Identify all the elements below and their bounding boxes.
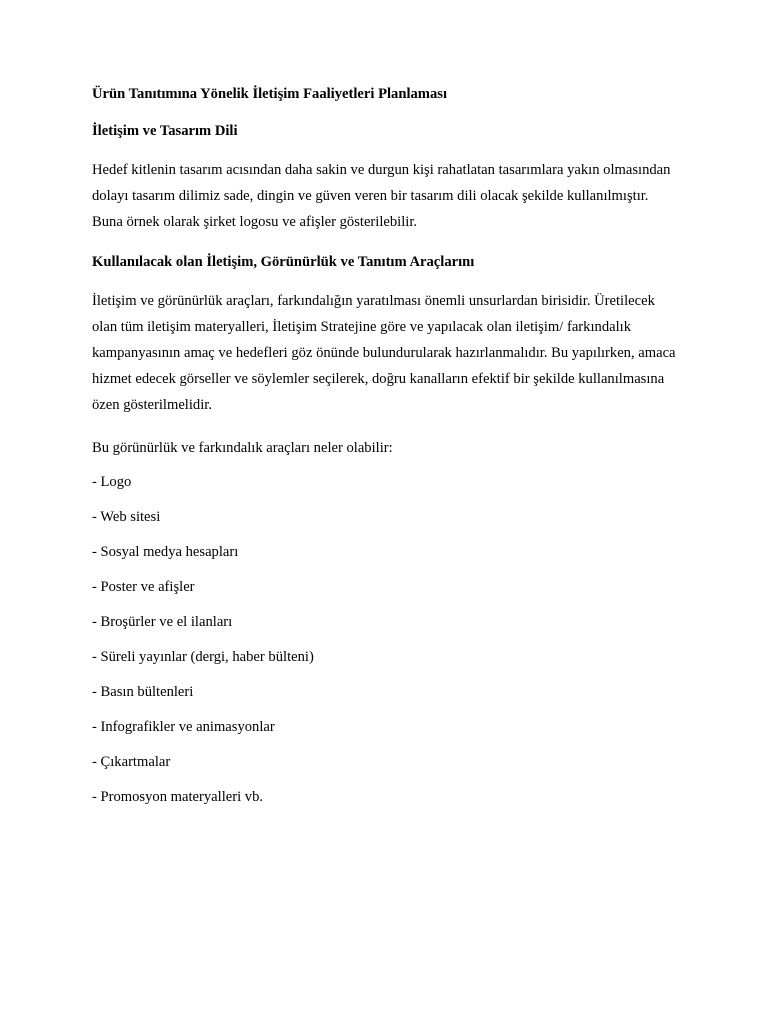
- list-item: - Çıkartmalar: [92, 754, 171, 770]
- list-item: - Infografikler ve animasyonlar: [92, 719, 275, 735]
- document-body: [92, 84, 682, 822]
- section-heading-tools: Kullanılacak olan İletişim, Görünürlük ve Tanıtım Araçlarını: [92, 254, 475, 270]
- list-item: - Promosyon materyalleri vb.: [92, 789, 264, 805]
- list-item: - Sosyal medya hesapları: [92, 544, 239, 560]
- list-item: - Basın bültenleri: [92, 684, 194, 700]
- section-heading-design-language: İletişim ve Tasarım Dili: [92, 123, 238, 139]
- list-item: - Logo: [92, 474, 132, 490]
- section-paragraph-design-language: Hedef kitlenin tasarım acısından daha sakin ve durgun kişi rahatlatan tasarımlara yakın olmasından dolayı tasarım dilimiz sade, dingin ve güven veren bir tasarım dili olacak şekilde kullanılmıştır. Buna örnek olarak şirket logosu ve afişler gösterilebilir.: [92, 162, 671, 230]
- list-intro: Bu görünürlük ve farkındalık araçları neler olabilir:: [92, 440, 393, 456]
- list-item: - Web sitesi: [92, 509, 161, 525]
- list-item: - Süreli yayınlar (dergi, haber bülteni): [92, 649, 314, 665]
- document-title: Ürün Tanıtımına Yönelik İletişim Faaliyetleri Planlaması: [92, 86, 447, 102]
- list-item: - Poster ve afişler: [92, 579, 195, 595]
- tools-list: [92, 472, 682, 807]
- section-paragraph-tools: İletişim ve görünürlük araçları, farkındalığın yaratılması önemli unsurlardan birisidir. Üretilecek olan tüm iletişim materyalleri, İletişim Stratejine göre ve yapılacak olan iletişim/ farkındalık kampanyasının amaç ve hedefleri göz önünde bulundurularak hazırlanmalıdır. Bu yapılırken, amaca hizmet edecek görseller ve söylemler seçilerek, doğru kanalların efektif bir şekilde kullanılmasına özen gösterilmelidir.: [92, 293, 676, 413]
- list-item: - Broşürler ve el ilanları: [92, 614, 233, 630]
